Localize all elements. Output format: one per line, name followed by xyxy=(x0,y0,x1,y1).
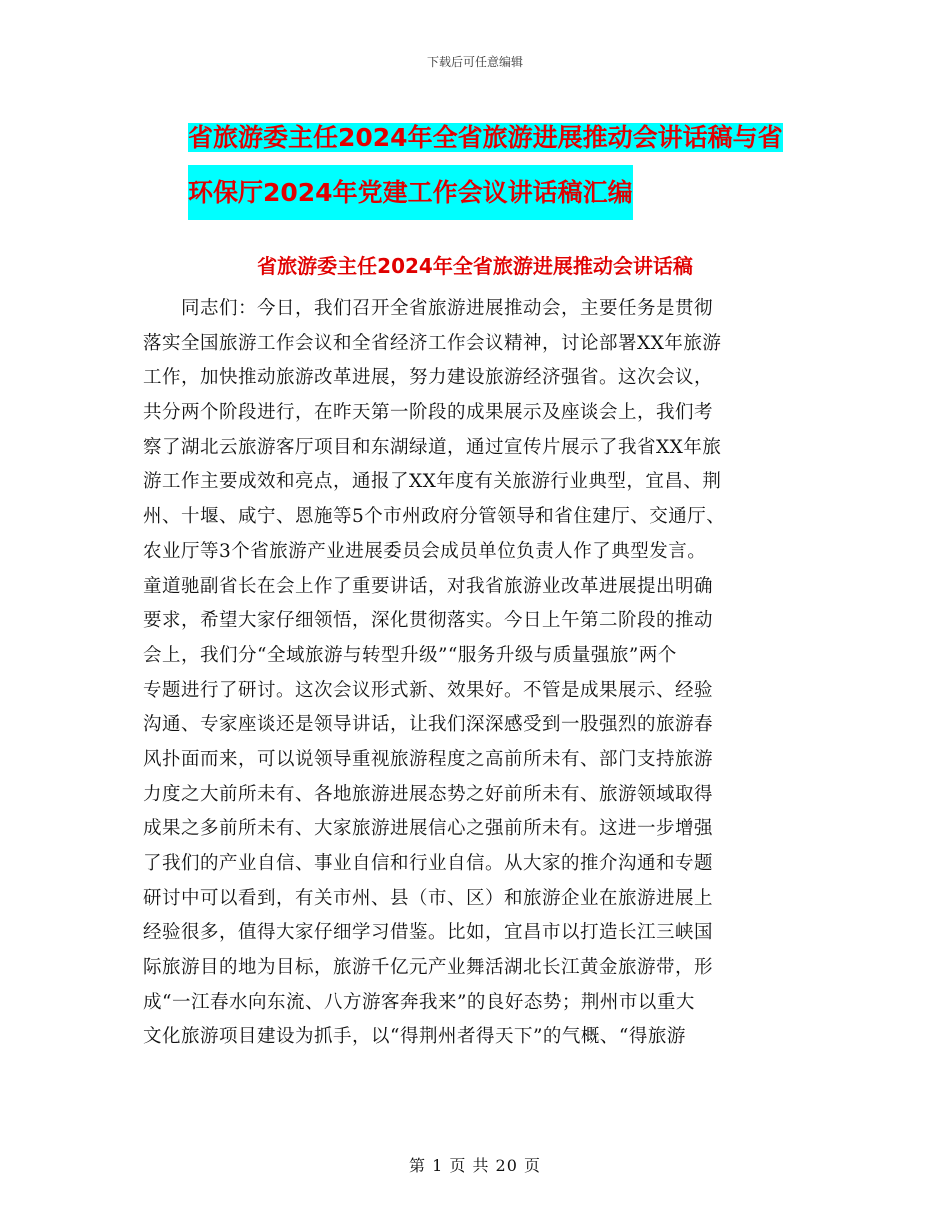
body-line: 同志们：今日，我们召开全省旅游进展推动会，主要任务是贯彻 xyxy=(143,298,714,319)
document-title xyxy=(188,110,828,220)
body-line: 际旅游目的地为目标，旅游千亿元产业舞活湖北长江黄金旅游带，形 xyxy=(143,957,714,979)
body-line: 游工作主要成效和亮点，通报了XX年度有关旅游行业典型，宜昌、荆 xyxy=(143,471,722,493)
body-line: 专题进行了研讨。这次会议形式新、效果好。不管是成果展示、经验 xyxy=(143,679,714,701)
body-line: 要求，希望大家仔细领悟，深化贯彻落实。今日上午第二阶段的推动 xyxy=(143,610,714,632)
body-line: 成果之多前所未有、大家旅游进展信心之强前所未有。这进一步增强 xyxy=(143,818,714,840)
body-line: 研讨中可以看到，有关市州、县（市、区）和旅游企业在旅游进展上 xyxy=(143,887,714,909)
body-line: 州、十堰、咸宁、恩施等5个市州政府分管领导和省住建厅、交通厅、 xyxy=(143,506,726,528)
body-text xyxy=(143,292,808,1055)
document-title-line-1: 省旅游委主任2024年全省旅游进展推动会讲话稿与省 xyxy=(188,123,783,152)
body-line: 力度之大前所未有、各地旅游进展态势之好前所未有、旅游领域取得 xyxy=(143,783,714,805)
body-line: 农业厅等3个省旅游产业进展委员会成员单位负责人作了典型发言。 xyxy=(143,540,707,562)
body-line: 经验很多，值得大家仔细学习借鉴。比如，宜昌市以打造长江三峡国 xyxy=(143,922,714,944)
section-title: 省旅游委主任2024年全省旅游进展推动会讲话稿 xyxy=(257,254,693,278)
body-line: 了我们的产业自信、事业自信和行业自信。从大家的推介沟通和专题 xyxy=(143,853,714,874)
body-line: 风扑面而来，可以说领导重视旅游程度之高前所未有、部门支持旅游 xyxy=(143,748,714,770)
body-line: 共分两个阶段进行，在昨天第一阶段的成果展示及座谈会上，我们考 xyxy=(143,402,714,424)
body-line: 落实全国旅游工作会议和全省经济工作会议精神，讨论部署XX年旅游 xyxy=(143,332,722,354)
body-line: 沟通、专家座谈还是领导讲话，让我们深深感受到一股强烈的旅游春 xyxy=(143,714,714,736)
body-line: 文化旅游项目建设为抓手，以“得荆州者得天下”的气概、“得旅游 xyxy=(143,1026,686,1048)
body-line: 会上，我们分“全域旅游与转型升级”“服务升级与质量强旅”两个 xyxy=(143,644,677,666)
body-line: 童道驰副省长在会上作了重要讲话，对我省旅游业改革进展提出明确 xyxy=(143,575,714,597)
body-line: 工作，加快推动旅游改革进展，努力建设旅游经济强省。这次会议， xyxy=(143,367,714,389)
body-line: 成“一江春水向东流、八方游客奔我来”的良好态势；荆州市以重大 xyxy=(143,991,695,1013)
page-number-footer: 第 1 页 共 20 页 xyxy=(409,1156,541,1175)
document-title-line-2: 环保厅2024年党建工作会议讲话稿汇编 xyxy=(188,165,633,220)
body-line: 察了湖北云旅游客厅项目和东湖绿道，通过宣传片展示了我省XX年旅 xyxy=(143,436,722,458)
header-note: 下载后可任意编辑 xyxy=(426,55,523,69)
